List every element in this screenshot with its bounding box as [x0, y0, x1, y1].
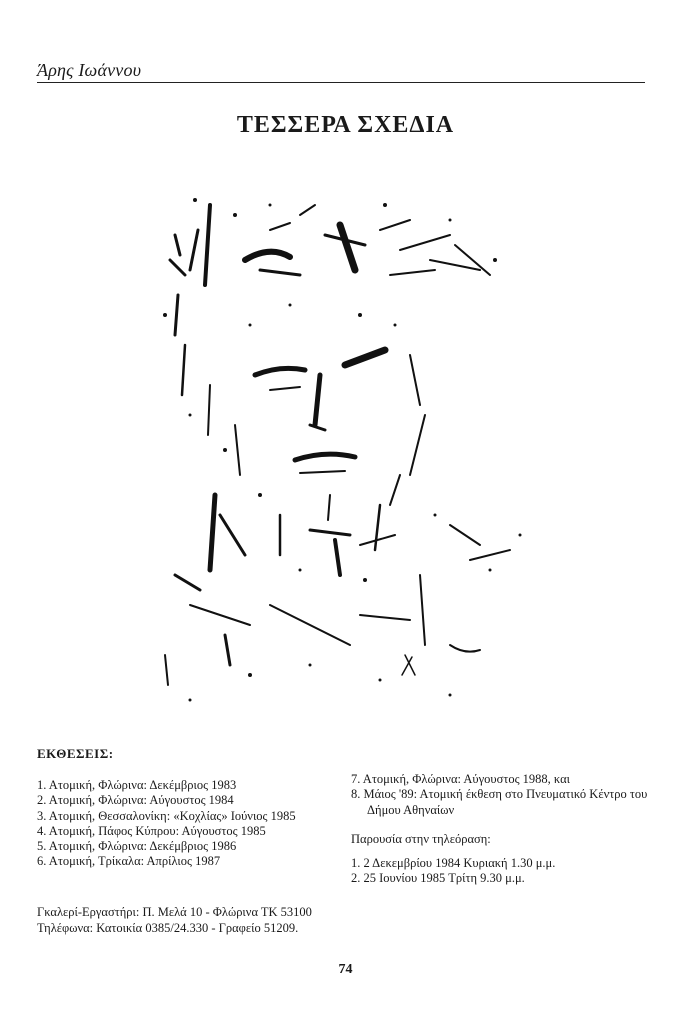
list-item: 2. Ατομική, Φλώρινα: Αύγουστος 1984	[37, 793, 234, 808]
list-item: 4. Ατομική, Πάφος Κύπρου: Αύγουστος 1985	[37, 823, 266, 838]
exhibitions-list-left	[37, 778, 322, 870]
list-item: 3. Ατομική, Θεσσαλονίκη: «Κοχλίας» Ιούνιος 1985	[37, 808, 296, 823]
author-name: Άρης Ιωάννου	[37, 60, 142, 80]
header-rule	[37, 82, 645, 83]
gallery-address: Γκαλερί-Εργαστήρι: Π. Μελά 10 - Φλώρινα ΤΚ 53100	[37, 905, 312, 919]
exhibitions-heading: ΕΚΘΕΣΕΙΣ:	[37, 746, 114, 761]
page-number: 74	[338, 962, 353, 977]
list-item: 7. Ατομική, Φλώρινα: Αύγουστος 1988, και	[351, 772, 571, 786]
list-item: 1. Ατομική, Φλώρινα: Δεκέμβριος 1983	[37, 778, 237, 792]
list-item: 5. Ατομική, Φλώρινα: Δεκέμβριος 1986	[37, 839, 237, 854]
page-title: ΤΕΣΣΕΡΑ ΣΧΕΔΙΑ	[236, 112, 455, 138]
contact-info	[37, 905, 312, 936]
tv-item: 2. 25 Ιουνίου 1985 Τρίτη 9.30 μ.μ.	[351, 871, 525, 886]
phone-numbers: Τηλέφωνα: Κατοικία 0385/24.330 - Γραφείο 51209.	[37, 920, 299, 935]
exhibitions-list-right	[351, 772, 651, 887]
list-item: 8. Μάιος '89: Ατομική έκθεση στο Πνευματικό Κέντρο του Δήμου Αθηναίων	[351, 787, 648, 817]
list-item: 6. Ατομική, Τρίκαλα: Απρίλιος 1987	[37, 854, 221, 869]
portrait-drawing	[150, 175, 550, 720]
tv-item: 1. 2 Δεκεμβρίου 1984 Κυριακή 1.30 μ.μ.	[351, 856, 556, 871]
tv-heading: Παρουσία στην τηλεόραση:	[351, 831, 491, 846]
